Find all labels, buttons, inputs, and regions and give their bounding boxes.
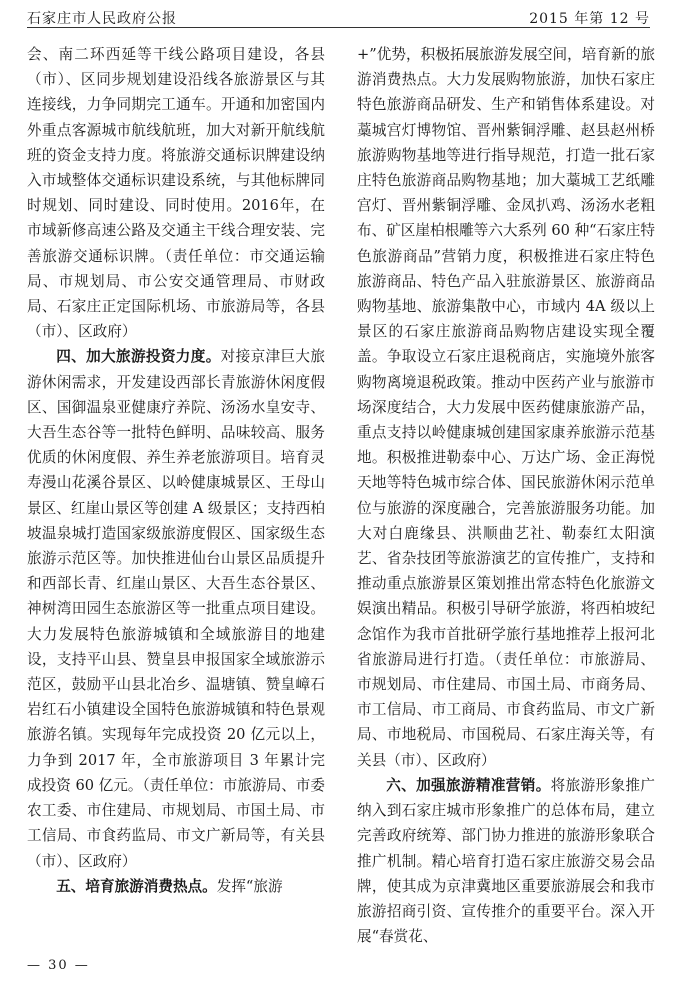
section-heading: 五、培育旅游消费热点。 <box>56 877 217 895</box>
header-rule <box>27 27 650 28</box>
paragraph-text: 发挥“旅游 <box>216 877 283 895</box>
paragraph: 会、南二环西延等干线公路项目建设，各县（市）、区同步规划建设沿线各旅游景区与其连接线，力争同期完工通车。开通和加密国内外重点客源城市航线航班，加大对新开航线航班的资金支持力度。将旅游交通标识牌建设纳入市域整体交通标识建设系统，与其他标牌同时规划、同时建设、同时使用。2016年，在市域新修高速公路及交通主干线合理安装、完善旅游交通标识牌。（责任单位：市交通运输局、市规划局、市公安交通管理局、市财政局、石家庄正定国际机场、市旅游局等，各县（市）、区政府） <box>27 46 325 341</box>
paragraph: +”优势，积极拓展旅游发展空间，培育新的旅游消费热点。大力发展购物旅游，加快石家庄特色旅游商品研发、生产和销售体系建设。对藁城宫灯博物馆、晋州紫铜浮雕、赵县赵州桥旅游购物基地等进行指导规范，打造一批石家庄特色旅游商品购物基地；加大藁城工艺纸雕宫灯、晋州紫铜浮雕、金凤扒鸡、汤汤水老粗布、矿区崖柏根雕等六大系列 60 种“石家庄特色旅游商品”营销力度，积极推进石家庄特色旅游商品、特色产品入驻旅游景区、旅游商品购物基地、旅游集散中心，市域内 4A 级以上景区的石家庄旅游商品购物店建设实现全覆盖。争取设立石家庄退税商店，实施境外旅客购物离境退税政策。推动中医药产业与旅游市场深度结合，大力发展中医药健康旅游产品，重点支持以岭健康城创建国家康养旅游示范基地。积极推进勒泰中心、万达广场、金正海悦天地等特色城市综合体、国民旅游休闲示范单位与旅游的深度融合，完善旅游服务功能。加大对白鹿缘县、洪顺曲艺社、勒泰红太阳演艺、省杂技团等旅游演艺的宣传推广，支持和推动重点旅游景区策划推出常态特色化旅游文娱演出精品。积极引导研学旅游，将西柏坡纪念馆作为我市首批研学旅行基地推荐上报河北省旅游局进行打造。（责任单位：市旅游局、市规划局、市住建局、市国土局、市商务局、市工信局、市工商局、市食药监局、市文广新局、市地税局、市国税局、石家庄海关等，有关县（市）、区政府） <box>357 46 655 769</box>
paragraph-text: 对接京津巨大旅游休闲需求，开发建设西部长青旅游休闲度假区、国御温泉亚健康疗养院、汤汤水皇安寺、大吾生态谷等一批特色鲜明、品味较高、服务优质的休闲度假、养生养老旅游项目。培育灵寿漫山花溪谷景区、以岭健康城景区、王母山景区、红崖山景区等创建 A 级景区；支持西柏坡温泉城打造国家级旅游度假区、国家级生态旅游示范区等。加快推进仙台山景区品质提升和西部长青、红崖山景区、大吾生态谷景区、神树湾田园生态旅游区等一批重点项目建设。大力发展特色旅游城镇和全域旅游目的地建设，支持平山县、赞皇县申报国家全域旅游示范区，鼓励平山县北冶乡、温塘镇、赞皇嶂石岩红石小镇建设全国特色旅游城镇和特色景观旅游名镇。实现每年完成投资 20 亿元以上，力争到 2017 年，全市旅游项目 3 年累计完成投资 60 亿元。（责任单位：市旅游局、市委农工委、市住建局、市规划局、市国土局、市工信局、市食药监局、市文广新局等，有关县（市）、区政府） <box>27 348 325 870</box>
section-heading: 四、加大旅游投资力度。 <box>56 348 221 366</box>
section-paragraph <box>357 773 655 949</box>
section-paragraph <box>27 874 325 899</box>
issue-number: 2015 年第 12 号 <box>529 11 650 27</box>
section-heading: 六、加强旅游精准营销。 <box>386 776 551 794</box>
left-column <box>27 42 325 899</box>
right-column <box>357 42 655 949</box>
paragraph-text: 将旅游形象推广纳入到石家庄城市形象推广的总体布局，建立完善政府统筹、部门协力推进的旅游形象联合推广机制。精心培育打造石家庄旅游交易会品牌，使其成为京津冀地区重要旅游展会和我市旅游招商引资、宣传推介的重要平台。深入开展“春赏花、 <box>357 776 655 946</box>
page-header <box>27 0 650 30</box>
section-paragraph <box>27 344 325 873</box>
publication-title: 石家庄市人民政府公报 <box>27 11 177 27</box>
page-number: — 30 — <box>27 958 90 973</box>
